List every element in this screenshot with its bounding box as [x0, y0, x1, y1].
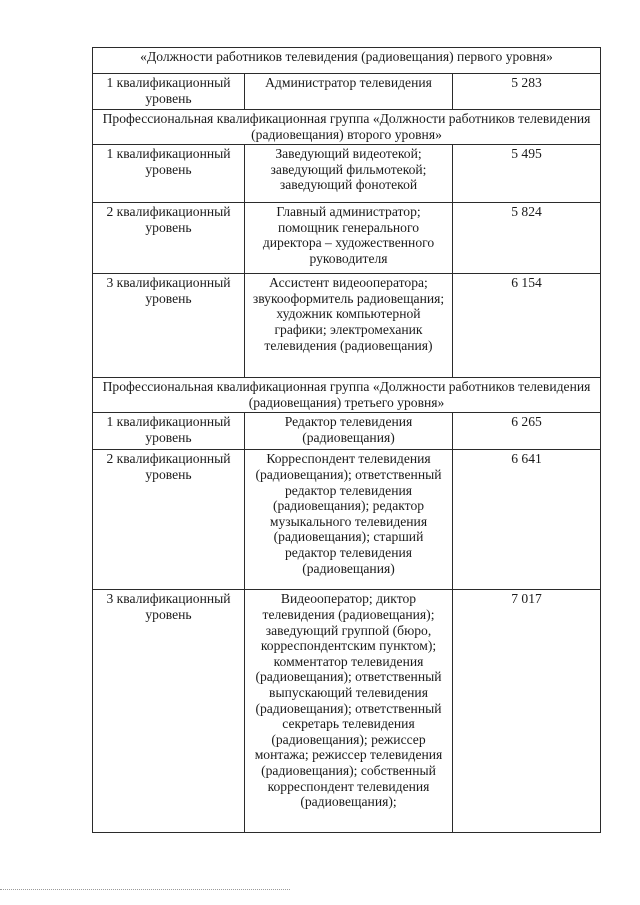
- qualification-level: 3 квалификационный уровень: [93, 274, 245, 378]
- salary-amount: 6 265: [453, 413, 601, 450]
- group-title: «Должности работников телевидения (радиовещания) первого уровня»: [93, 48, 601, 74]
- salary-amount: 5 824: [453, 203, 601, 274]
- table-row: [93, 590, 601, 833]
- table-row: [93, 450, 601, 590]
- group-title: Профессиональная квалификационная группа «Должности работников телевидения (радиовещания) второго уровня»: [93, 110, 601, 145]
- salary-amount: 5 283: [453, 74, 601, 110]
- table-row: [93, 74, 601, 110]
- group-row: [93, 110, 601, 145]
- position-list: Заведующий видеотекой; заведующий фильмотекой; заведующий фонотекой: [245, 145, 453, 203]
- footer-dotted-rule: [0, 889, 290, 890]
- qualification-level: 2 квалификационный уровень: [93, 450, 245, 590]
- salary-amount: 6 641: [453, 450, 601, 590]
- salary-amount: 5 495: [453, 145, 601, 203]
- position-list: Главный администратор; помощник генерального директора – художественного руководителя: [245, 203, 453, 274]
- salary-amount: 7 017: [453, 590, 601, 833]
- qualification-table: [92, 47, 601, 833]
- qualification-level: 1 квалификационный уровень: [93, 413, 245, 450]
- position-list: Администратор телевидения: [245, 74, 453, 110]
- qualification-level: 2 квалификационный уровень: [93, 203, 245, 274]
- qualification-level: 1 квалификационный уровень: [93, 145, 245, 203]
- table-row: [93, 203, 601, 274]
- group-title: Профессиональная квалификационная группа «Должности работников телевидения (радиовещания) третьего уровня»: [93, 378, 601, 413]
- position-list: Корреспондент телевидения (радиовещания); ответственный редактор телевидения (радиовещания); редактор музыкального телевидения (радиовещания); старший редактор телевидения (радиовещания): [245, 450, 453, 590]
- table-row: [93, 145, 601, 203]
- group-row: [93, 48, 601, 74]
- salary-amount: 6 154: [453, 274, 601, 378]
- table-row: [93, 274, 601, 378]
- position-list: Ассистент видеооператора; звукооформитель радиовещания; художник компьютерной графики; электромеханик телевидения (радиовещания): [245, 274, 453, 378]
- qualification-level: 3 квалификационный уровень: [93, 590, 245, 833]
- position-list: Редактор телевидения (радиовещания): [245, 413, 453, 450]
- position-list: Видеооператор; диктор телевидения (радиовещания); заведующий группой (бюро, корреспондентским пунктом); комментатор телевидения (радиовещания); ответственный выпускающий телевидения (радиовещания); ответственный секретарь телевидения (радиовещания); режиссер монтажа; режиссер телевидения (радиовещания); собственный корреспондент телевидения (радиовещания);: [245, 590, 453, 833]
- table-row: [93, 413, 601, 450]
- group-row: [93, 378, 601, 413]
- qualification-level: 1 квалификационный уровень: [93, 74, 245, 110]
